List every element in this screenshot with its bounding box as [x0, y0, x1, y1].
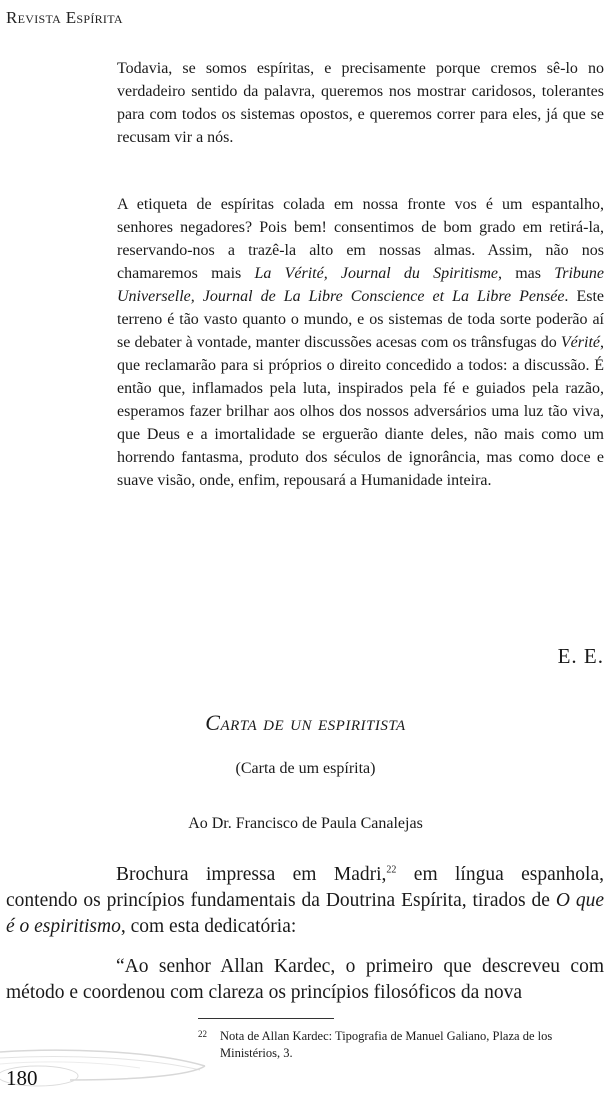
signature: E. E.: [557, 644, 604, 668]
paragraph-1: [117, 57, 604, 149]
footnote-reference[interactable]: 22: [386, 864, 397, 876]
paragraph-4: [6, 954, 604, 1006]
paragraph-2-text: A etiqueta de espíritas colada em nossa fronte vos é um espantalho, senhores negadores? Pois bem! consentimos de bom grado em retirá-la, reservando-nos a trazê-la alto em nossas almas. Assim, não nos chamaremos mais: [117, 196, 604, 282]
paragraph-3: [6, 862, 604, 940]
paragraph-3-text: em língua espanhola, contendo os princípios fundamentais da Doutrina Espírita, tirados de: [6, 864, 604, 911]
paragraph-2-text: , mas: [498, 265, 555, 282]
journal-name-old: La Vérité, Journal du Spiritisme: [254, 265, 498, 282]
paragraph-2-text: . Este terreno é tão vasto quanto o mundo, e os sistemas de toda sorte poderão aí se debater à vontade, manter discussões acesas com os trânsfugas do: [117, 288, 604, 351]
paragraph-3-text: , com esta dedicatória:: [120, 916, 297, 937]
paragraph-4-text: “Ao senhor Allan Kardec, o primeiro que descreveu com método e coordenou com clareza os princípios filosóficos da nova: [6, 956, 604, 1003]
section-subtitle: (Carta de um espírita): [235, 760, 376, 777]
page-number: 180: [6, 1066, 38, 1090]
footnote-number: 22: [198, 1029, 207, 1039]
paragraph-2: [117, 193, 604, 492]
footnote-rule: [198, 1018, 334, 1019]
paragraph-3-text: Brochura impressa em Madri,: [116, 864, 387, 885]
book-title: O que é o espiritismo: [6, 890, 604, 937]
footnote: [198, 1028, 606, 1062]
section-dedication: Ao Dr. Francisco de Paula Canalejas: [188, 815, 423, 832]
running-head: Revista Espírita: [6, 8, 123, 27]
journal-name-short: Vérité: [560, 334, 600, 351]
footnote-text: Nota de Allan Kardec: Tipografia de Manuel Galiano, Plaza de los Ministérios, 3.: [220, 1029, 553, 1060]
paragraph-2-text: , que reclamarão para si próprios o direito concedido a todos: a discussão. É então que, inflamados pela luta, inspirados pela fé e guiados pela razão, esperamos fazer brilhar aos olhos dos nossos adversários uma luz tão viva, que Deus e a imortalidade se erguerão diante deles, não mais como um horrendo fantasma, produto dos séculos de ignorância, mas como doce e suave visão, onde, enfim, repousará a Humanidade inteira.: [117, 334, 604, 489]
section-title: Carta de un espiritista: [205, 710, 406, 735]
journal-name-new: Tribune Universelle, Journal de La Libre Conscience et La Libre Pensée: [117, 265, 604, 305]
paragraph-1-text: Todavia, se somos espíritas, e precisamente porque cremos sê-lo no verdadeiro sentido da palavra, queremos nos mostrar caridosos, tolerantes para com todos os sistemas opostos, e queremos correr para eles, já que se recusam vir a nós.: [117, 60, 604, 146]
